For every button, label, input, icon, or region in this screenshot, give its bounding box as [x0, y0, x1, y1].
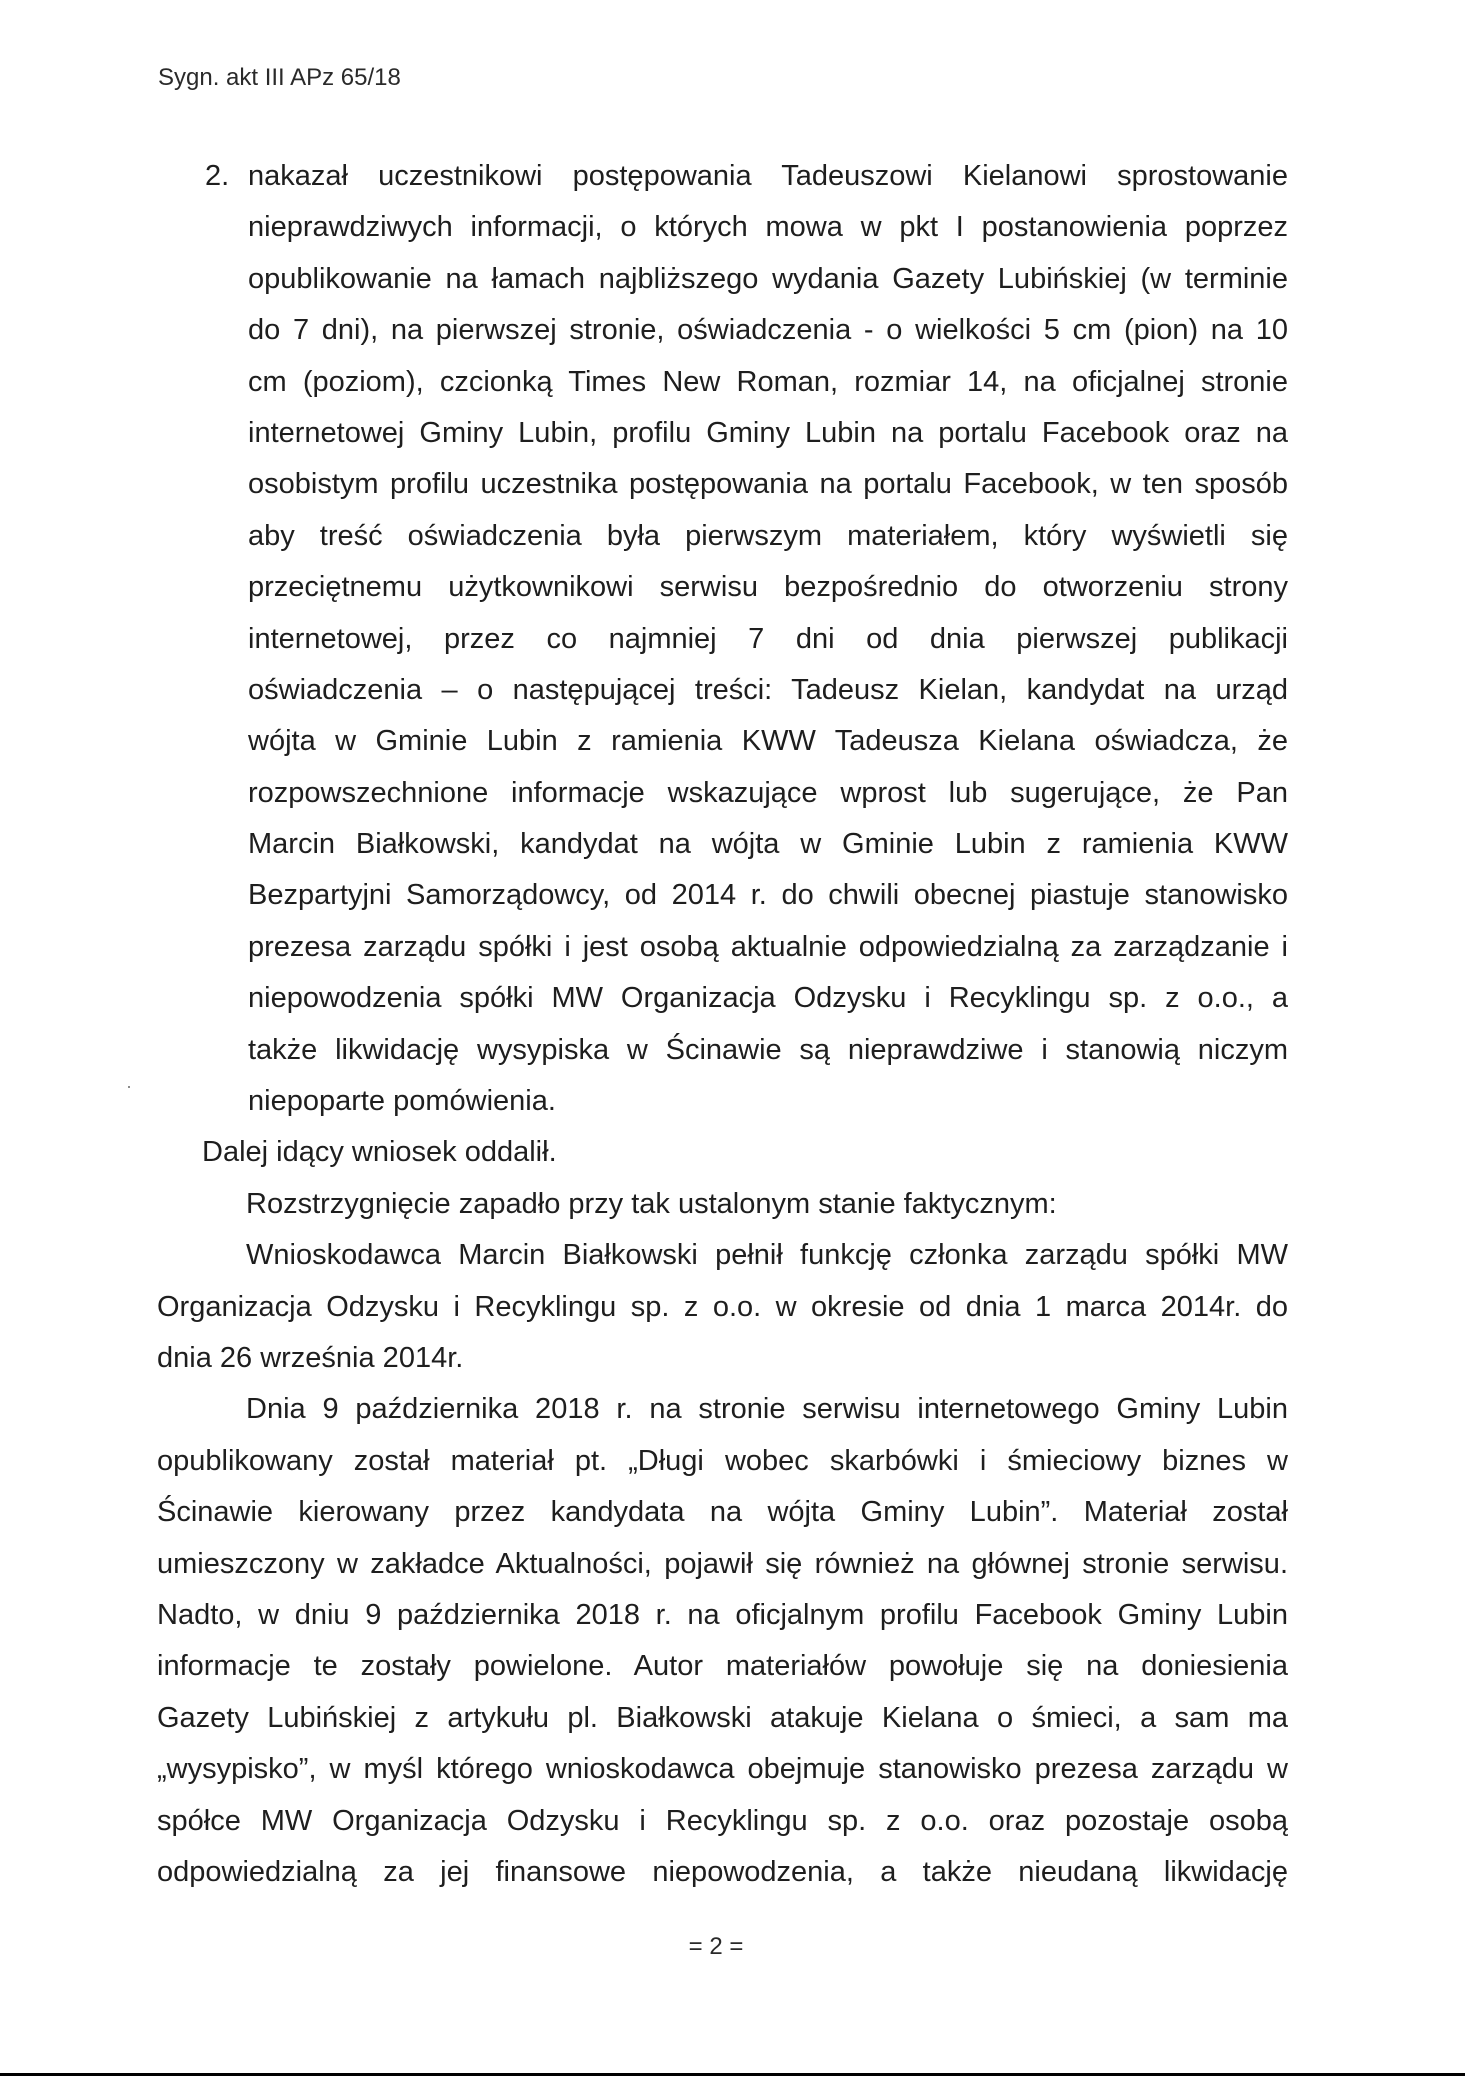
scan-speck — [128, 1086, 130, 1088]
text-line: Wnioskodawca Marcin Białkowski pełnił funkcję członka zarządu spółki MW — [246, 1239, 1288, 1272]
text-line: Dnia 9 października 2018 r. na stronie serwisu internetowego Gminy Lubin — [246, 1393, 1288, 1426]
text-line: oświadczenia – o następującej treści: Tadeusz Kielan, kandydat na urząd — [248, 673, 1288, 706]
text-line: internetowej, przez co najmniej 7 dni od dnia pierwszej publikacji — [248, 622, 1288, 655]
text-line: Bezpartyjni Samorządowcy, od 2014 r. do chwili obecnej piastuje stanowisko — [248, 879, 1288, 912]
list-number: 2. — [205, 160, 230, 192]
text-line: niepowodzenia spółki MW Organizacja Odzysku i Recyklingu sp. z o.o., a — [248, 982, 1288, 1015]
text-line: osobistym profilu uczestnika postępowania na portalu Facebook, w ten sposób — [248, 468, 1288, 501]
text-line: aby treść oświadczenia była pierwszym materiałem, który wyświetli się — [248, 519, 1288, 552]
text-line: Nadto, w dniu 9 października 2018 r. na oficjalnym profilu Facebook Gminy Lubin — [157, 1598, 1288, 1631]
text-line: wójta w Gminie Lubin z ramienia KWW Tadeusza Kielana oświadcza, że — [248, 725, 1288, 758]
text-line: spółce MW Organizacja Odzysku i Recyklingu sp. z o.o. oraz pozostaje osobą — [157, 1804, 1288, 1837]
text-line: opublikowanie na łamach najbliższego wydania Gazety Lubińskiej (w terminie — [248, 262, 1288, 295]
text-line: Ścinawie kierowany przez kandydata na wójta Gminy Lubin”. Materiał został — [157, 1496, 1288, 1529]
text-line: niepoparte pomówienia. — [248, 1085, 556, 1118]
text-line: Organizacja Odzysku i Recyklingu sp. z o.o. w okresie od dnia 1 marca 2014r. do — [157, 1290, 1288, 1323]
case-reference: Sygn. akt III APz 65/18 — [158, 64, 401, 91]
list-item-2 — [157, 151, 1288, 1127]
text-line: odpowiedzialną za jej finansowe niepowodzenia, a także nieudaną likwidację — [157, 1855, 1288, 1888]
text-line: dnia 26 września 2014r. — [157, 1341, 464, 1374]
text-line: do 7 dni), na pierwszej stronie, oświadczenia - o wielkości 5 cm (pion) na 10 — [248, 314, 1288, 347]
text-line: internetowej Gminy Lubin, profilu Gminy Lubin na portalu Facebook oraz na — [248, 416, 1288, 449]
text-line: umieszczony w zakładce Aktualności, pojawił się również na głównej stronie serwisu. — [157, 1547, 1288, 1580]
paragraph-publication — [157, 1384, 1288, 1898]
dismissal-sentence: Dalej idący wniosek oddalił. — [202, 1136, 557, 1169]
text-line: cm (poziom), czcionką Times New Roman, rozmiar 14, na oficjalnej stronie — [248, 365, 1288, 398]
paragraph-applicant-role — [157, 1230, 1288, 1384]
text-line: opublikowany został materiał pt. „Długi wobec skarbówki i śmieciowy biznes w — [157, 1444, 1288, 1477]
page-bottom-edge — [0, 2073, 1465, 2076]
text-line: Marcin Białkowski, kandydat na wójta w Gminie Lubin z ramienia KWW — [248, 828, 1288, 861]
text-line: także likwidację wysypiska w Ścinawie są nieprawdziwe i stanowią niczym — [248, 1033, 1288, 1066]
text-line: nakazał uczestnikowi postępowania Tadeuszowi Kielanowi sprostowanie — [248, 160, 1288, 192]
text-line: przeciętnemu użytkownikowi serwisu bezpośrednio do otworzeniu strony — [248, 571, 1288, 604]
text-line: prezesa zarządu spółki i jest osobą aktualnie odpowiedzialną za zarządzanie i — [248, 930, 1288, 963]
page-number: = 2 = — [688, 1933, 744, 1960]
text-line: „wysypisko”, w myśl którego wnioskodawca obejmuje stanowisko prezesa zarządu w — [157, 1753, 1288, 1786]
text-line: rozpowszechnione informacje wskazujące wprost lub sugerujące, że Pan — [248, 776, 1288, 809]
document-body — [157, 151, 1288, 1898]
text-line: informacje te zostały powielone. Autor materiałów powołuje się na doniesienia — [157, 1650, 1288, 1683]
text-line: Gazety Lubińskiej z artykułu pl. Białkowski atakuje Kielana o śmieci, a sam ma — [157, 1701, 1288, 1734]
text-line: nieprawdziwych informacji, o których mowa w pkt I postanowienia poprzez — [248, 211, 1288, 244]
facts-intro: Rozstrzygnięcie zapadło przy tak ustalonym stanie faktycznym: — [246, 1187, 1057, 1220]
